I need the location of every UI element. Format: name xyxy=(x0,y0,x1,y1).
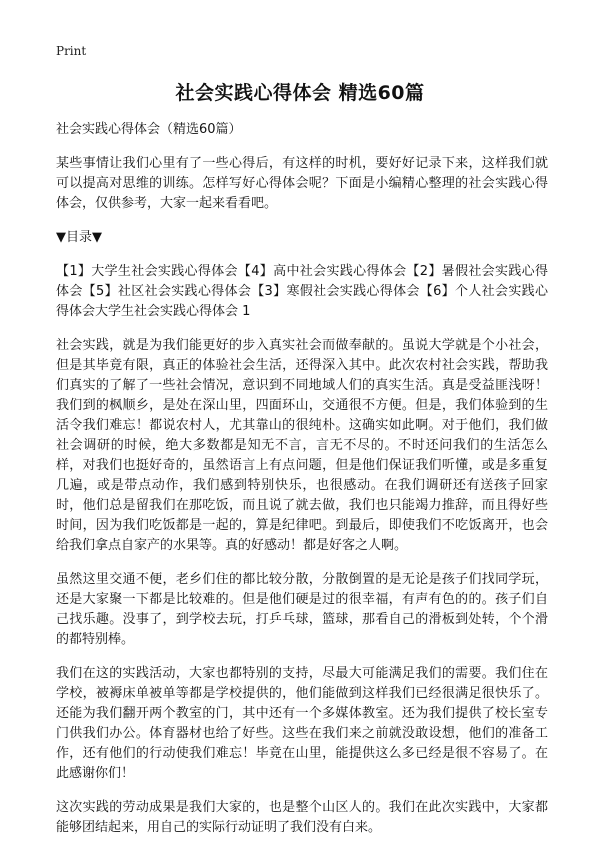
body-paragraph-1: 社会实践，就是为我们能更好的步入真实社会而做奉献的。虽说大学就是个小社会，但是其毕竟有限，真正的体验社会生活，还得深入其中。此次农村社会实践，帮助我们真实的了解了一些社会情况，意识到不同地域人们的真实生活。真是受益匪浅呀！我们到的枫顺乡，是处在深山里，四面环山，交通很不方便。但是，我们体验到的生活令我们难忘！都说农村人，尤其靠山的很纯朴。这确实如此啊。对于他们，我们做社会调研的时候，绝大多数都是知无不言，言无不尽的。不时还问我们的生活怎么样，对我们也挺好奇的，虽然语言上有点问题，但是他们保证我们听懂，或是多重复几遍，或是带点动作，我们感到特别快乐，也很感动。在我们调研还有送孩子回家时，他们总是留我们在那吃饭，而且说了就去做，我们也只能竭力推辞，而且得好些时间，因为我们吃饭都是一起的，算是纪律吧。到最后，即使我们不吃饭离开，也会给我们拿点自家产的水果等。真的好感动！都是好客之人啊。 xyxy=(56,338,548,553)
document-subtitle: 社会实践心得体会（精选60篇） xyxy=(56,122,242,137)
intro-paragraph: 某些事情让我们心里有了一些心得后，有这样的时机，要好好记录下来，这样我们就可以提高对思维的训练。怎样写好心得体会呢？下面是小编精心整理的社会实践心得体会，仅供参考，大家一起来看看吧。 xyxy=(56,156,548,211)
body-paragraph-3: 我们在这的实践活动，大家也都特别的支持，尽最大可能满足我们的需要。我们住在学校，被褥床单被单等都是学校提供的，他们能做到这样我们已经很满足很快乐了。还能为我们翻开两个教室的门，其中还有一个多媒体教室。还为我们提供了校长室专门供我们办公。体育器材也给了好些。这些在我们来之前就没敢设想，他们的准备工作，还有他们的行动使我们难忘！毕竟在山里，能提供这么多已经是很不容易了。在此感谢你们！ xyxy=(56,666,548,781)
page-title: 社会实践心得体会 精选60篇 xyxy=(175,82,425,104)
table-of-contents[interactable]: 【1】大学生社会实践心得体会【4】高中社会实践心得体会【2】暑假社会实践心得体会【5】社区社会实践心得体会【3】寒假社会实践心得体会【6】个人社会实践心得体会大学生社会实践心得体会 1 xyxy=(56,264,548,319)
body-paragraph-4: 这次实践的劳动成果是我们大家的，也是整个山区人的。我们在此次实践中，大家都能够团结起来，用自己的实际行动证明了我们没有白来。 xyxy=(56,800,548,835)
print-link[interactable]: Print xyxy=(56,44,87,58)
body-paragraph-2: 虽然这里交通不便，老乡们住的都比较分散，分散倒置的是无论是孩子们找同学玩，还是大家聚一下都是比较难的。但是他们硬是过的很幸福，有声有色的的。孩子们自己找乐趣。没事了，到学校去玩，打乒乓球，篮球，那看自己的滑板到处转，个个滑的都特别棒。 xyxy=(56,572,548,647)
toc-heading: ▼目录▼ xyxy=(56,230,102,245)
document-body xyxy=(56,120,548,852)
